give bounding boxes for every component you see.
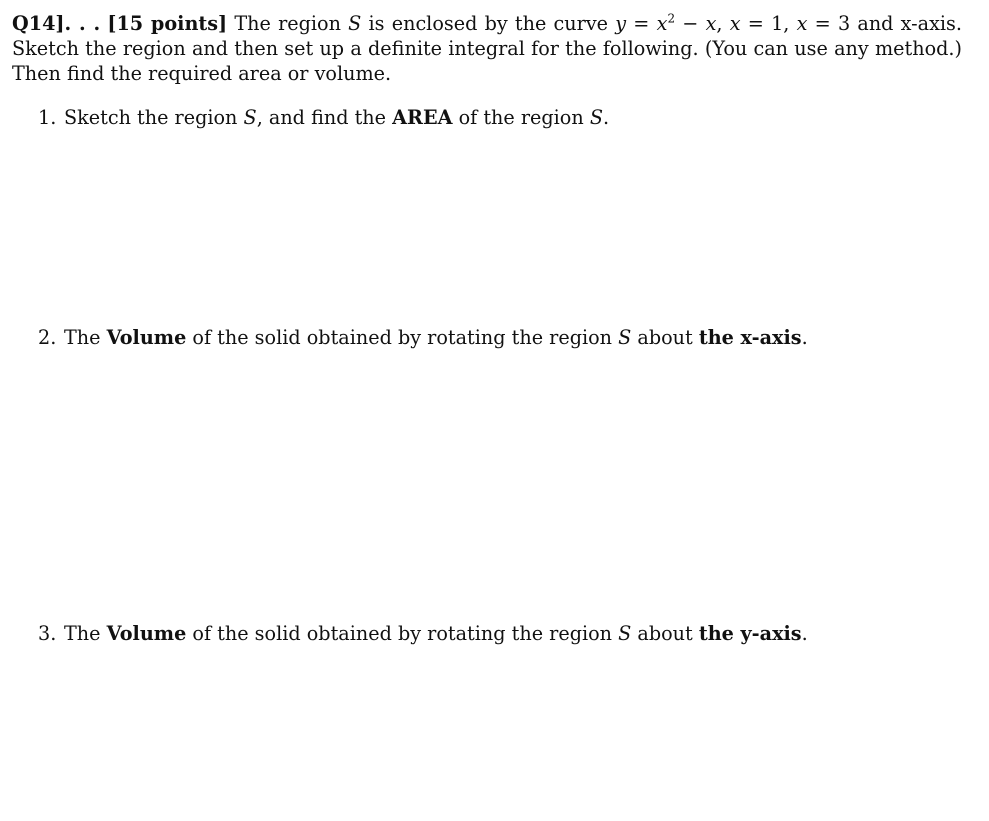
item-bold-volume: Volume	[106, 326, 187, 349]
item-text: Sketch the region	[64, 106, 244, 129]
item-text: .	[801, 622, 808, 645]
item-bold-volume: Volume	[106, 622, 187, 645]
question-label: Q14]. . .	[12, 12, 101, 35]
item-text: about	[631, 326, 699, 349]
region-symbol: S	[243, 106, 257, 129]
intro-text-b: is enclosed by the curve	[361, 12, 616, 35]
item-text: .	[801, 326, 808, 349]
math-x4: x	[796, 12, 808, 35]
item-number: 1.	[38, 106, 57, 129]
item-text: of the solid obtained by rotating the region	[186, 326, 619, 349]
math-x2: x	[705, 12, 717, 35]
intro-text-c: and x-axis. Sketch the region and then set up a definite integral for the following. (You can use any method.) Then find the required area or volume.	[12, 12, 962, 85]
math-eq3: = 3	[807, 12, 851, 35]
region-symbol: S	[589, 106, 603, 129]
question-intro	[12, 11, 962, 86]
item-number: 2.	[38, 326, 57, 349]
region-symbol: S	[618, 622, 632, 645]
question-item-2	[38, 325, 808, 350]
item-text: The	[64, 622, 107, 645]
region-symbol: S	[618, 326, 632, 349]
math-minus: −	[675, 12, 706, 35]
item-number: 3.	[38, 622, 57, 645]
region-symbol: S	[348, 12, 362, 35]
math-eq2: = 1,	[740, 12, 797, 35]
math-comma: ,	[716, 12, 730, 35]
item-text: The	[64, 326, 107, 349]
item-text: about	[631, 622, 699, 645]
math-x3: x	[729, 12, 741, 35]
item-bold-axis: the x-axis	[698, 326, 802, 349]
item-bold-area: AREA	[392, 106, 453, 129]
question-item-3	[38, 621, 808, 646]
math-x1: x	[656, 12, 668, 35]
points-label: [15 points]	[107, 12, 228, 35]
item-text: .	[602, 106, 610, 129]
item-text: of the region	[452, 106, 590, 129]
intro-text-a: The region	[227, 12, 349, 35]
item-text: of the solid obtained by rotating the region	[186, 622, 619, 645]
item-bold-axis: the y-axis	[698, 622, 802, 645]
math-eq1: =	[626, 12, 657, 35]
item-text: , and find the	[256, 106, 393, 129]
math-y: y	[615, 12, 627, 35]
question-item-1	[38, 105, 609, 130]
math-exponent: 2	[667, 11, 676, 26]
